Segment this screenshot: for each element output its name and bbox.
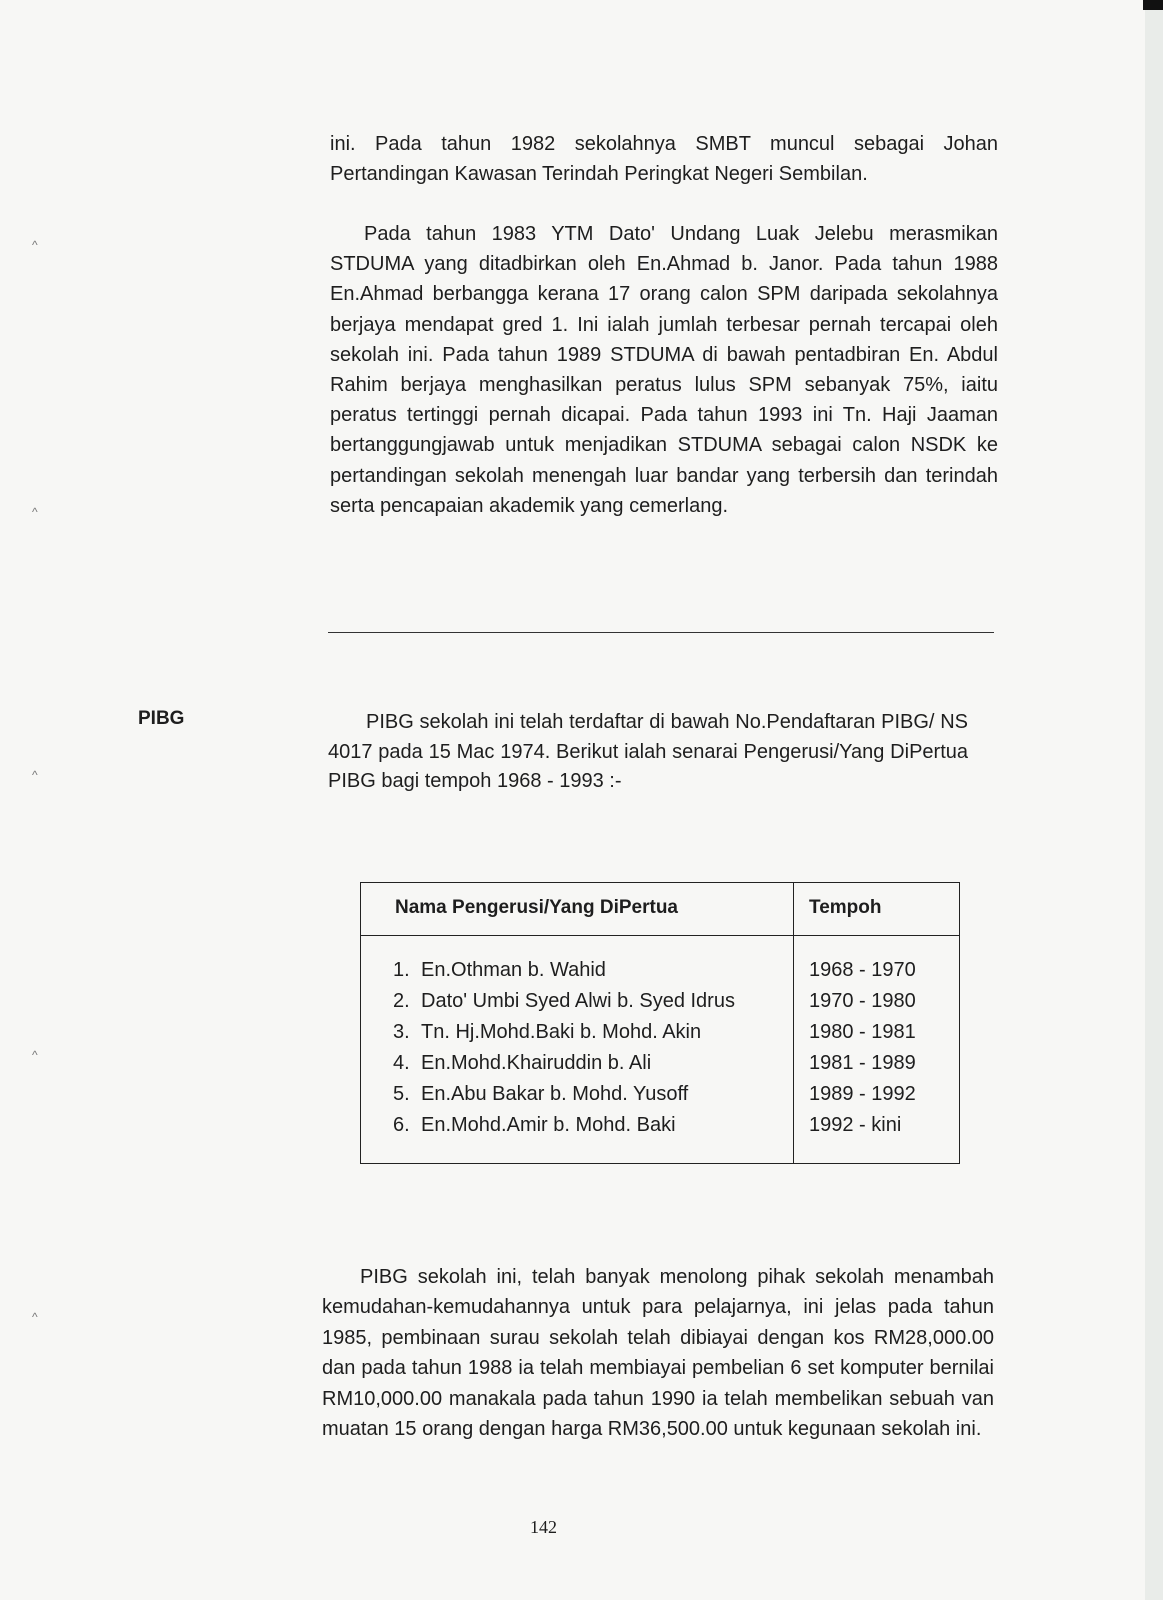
table-header-divider <box>361 935 959 936</box>
section-label-pibg: PIBG <box>138 708 185 729</box>
row-number: 4. <box>393 1052 410 1074</box>
pibg-help-paragraph: PIBG sekolah ini, telah banyak menolong pihak sekolah menambah kemudahan-kemudahannya untuk para pelajarnya, ini jelas pada tahun 1985, pembinaan surau sekolah telah dibiayai dengan kos RM28,000.00 dan pada tahun 1988 ia telah membiayai pembelian 6 set komputer bernilai RM10,000.00 manakala pada tahun 1990 ia telah membelikan sebuah van muatan 15 orang dengan harga RM36,500.00 untuk kegunaan sekolah ini. <box>322 1266 994 1441</box>
row-number: 2. <box>393 990 410 1012</box>
pibg-intro-paragraph: PIBG sekolah ini telah terdaftar di bawah No.Pendaftaran PIBG/ NS 4017 pada 15 Mac 1974. Berikut ialah senarai Pengerusi/Yang DiPertua PIBG bagi tempoh 1968 - 1993 :- <box>328 711 968 792</box>
row-name: Tn. Hj.Mohd.Baki b. Mohd. Akin <box>421 1021 702 1043</box>
table-row <box>361 1017 959 1048</box>
section-divider <box>328 632 994 633</box>
table-row <box>361 1110 959 1141</box>
chairman-table <box>360 882 960 1164</box>
history-paragraph-1: ini. Pada tahun 1982 sekolahnya SMBT muncul sebagai Johan Pertandingan Kawasan Terindah Peringkat Negeri Sembilan. <box>330 133 998 186</box>
row-name: En.Abu Bakar b. Mohd. Yusoff <box>421 1083 689 1105</box>
row-number: 6. <box>393 1114 410 1136</box>
punch-mark: ^ <box>32 238 38 252</box>
table-row <box>361 986 959 1017</box>
punch-mark: ^ <box>32 505 38 519</box>
row-number: 3. <box>393 1021 410 1043</box>
row-number: 5. <box>393 1083 410 1105</box>
table-header-name: Nama Pengerusi/Yang DiPertua <box>395 897 678 918</box>
punch-mark: ^ <box>32 1048 38 1062</box>
row-period: 1970 - 1980 <box>809 990 916 1012</box>
row-number: 1. <box>393 959 410 981</box>
row-name: En.Mohd.Amir b. Mohd. Baki <box>421 1114 676 1136</box>
table-row <box>361 955 959 986</box>
row-period: 1968 - 1970 <box>809 959 916 981</box>
history-paragraph-2: Pada tahun 1983 YTM Dato' Undang Luak Jelebu merasmikan STDUMA yang ditadbirkan oleh En.Ahmad b. Janor. Pada tahun 1988 En.Ahmad berbangga kerana 17 orang calon SPM daripada sekolahnya berjaya mendapat gred 1. Ini ialah jumlah terbesar pernah tercapai oleh sekolah ini. Pada tahun 1989 STDUMA di bawah pentadbiran En. Abdul Rahim berjaya menghasilkan peratus lulus SPM sebanyak 75%, iaitu peratus tertinggi pernah dicapai. Pada tahun 1993 ini Tn. Haji Jaaman bertanggungjawab untuk menjadikan STDUMA sebagai calon NSDK ke pertandingan sekolah menengah luar bandar yang terbersih dan terindah serta pencapaian akademik yang cemerlang. <box>330 223 998 517</box>
row-period: 1989 - 1992 <box>809 1083 916 1105</box>
scan-edge-mark <box>1143 0 1163 10</box>
row-name: En.Mohd.Khairuddin b. Ali <box>421 1052 652 1074</box>
row-period: 1992 - kini <box>809 1114 902 1136</box>
row-period: 1980 - 1981 <box>809 1021 916 1043</box>
page-number: 142 <box>530 1517 557 1537</box>
table-body <box>361 955 959 1141</box>
table-header-period: Tempoh <box>809 897 882 918</box>
punch-mark: ^ <box>32 1310 38 1324</box>
row-name: En.Othman b. Wahid <box>421 959 606 981</box>
row-name: Dato' Umbi Syed Alwi b. Syed Idrus <box>421 990 735 1012</box>
scan-edge <box>1145 0 1163 1600</box>
punch-mark: ^ <box>32 768 38 782</box>
table-row <box>361 1048 959 1079</box>
table-row <box>361 1079 959 1110</box>
row-period: 1981 - 1989 <box>809 1052 916 1074</box>
